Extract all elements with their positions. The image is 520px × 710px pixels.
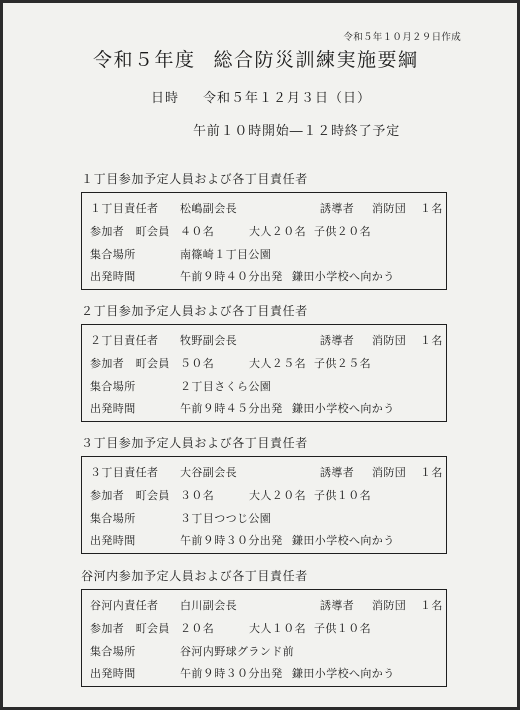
adults-count: 大人２５名 — [249, 357, 306, 370]
section-heading: ２丁目参加予定人員および各丁目責任者 — [81, 304, 308, 318]
children-count: 子供１０名 — [314, 489, 371, 502]
departure-label: 出発時間 — [90, 402, 136, 415]
guide-label: 誘導者 — [320, 202, 355, 215]
assembly-place: ２丁目さくら公園 — [180, 380, 272, 393]
guide-org: 消防団 — [372, 202, 407, 215]
participants-label: 参加者 町会員 — [90, 489, 170, 502]
event-time-range: 午前１０時開始―１２時終了予定 — [193, 124, 401, 139]
participants-label: 参加者 町会員 — [90, 357, 170, 370]
assembly-label: 集合場所 — [90, 645, 136, 658]
departure-row — [82, 403, 446, 417]
leader-name: 大谷副会長 — [180, 466, 237, 479]
leader-label: 谷河内責任者 — [90, 599, 159, 612]
assembly-row — [82, 646, 446, 660]
participants-label: 参加者 町会員 — [90, 622, 170, 635]
departure-label: 出発時間 — [90, 534, 136, 547]
guide-count: １名 — [420, 599, 443, 612]
leader-name: 牧野副会長 — [180, 334, 237, 347]
title-main: 総合防災訓練実施要綱 — [213, 49, 419, 71]
assembly-place: 谷河内野球グランド前 — [180, 645, 294, 658]
guide-org: 消防団 — [372, 599, 407, 612]
leader-row — [82, 203, 446, 217]
departure-row — [82, 271, 446, 285]
participants-total: ５０名 — [180, 357, 215, 370]
children-count: 子供２５名 — [314, 357, 371, 370]
district-info-box — [81, 324, 447, 422]
adults-count: 大人２０名 — [249, 489, 306, 502]
datetime-label: 日時 — [151, 91, 180, 106]
guide-count: １名 — [420, 466, 443, 479]
destination: 鎌田小学校へ向かう — [292, 402, 395, 415]
children-count: 子供１０名 — [314, 622, 371, 635]
document-title — [93, 51, 419, 70]
participants-row — [82, 623, 446, 637]
leader-label: ２丁目責任者 — [90, 334, 159, 347]
created-date: 令和５年１０月２９日作成 — [343, 32, 461, 43]
district-info-box — [81, 589, 447, 687]
section-heading: ３丁目参加予定人員および各丁目責任者 — [81, 436, 308, 450]
guide-label: 誘導者 — [320, 599, 355, 612]
departure-time: 午前９時４５分出発 — [180, 402, 283, 415]
section-heading: 谷河内参加予定人員および各丁目責任者 — [81, 569, 308, 583]
adults-count: 大人２０名 — [249, 225, 306, 238]
departure-label: 出発時間 — [90, 270, 136, 283]
participants-total: ２０名 — [180, 622, 215, 635]
departure-row — [82, 535, 446, 549]
guide-org: 消防団 — [372, 334, 407, 347]
guide-count: １名 — [420, 202, 443, 215]
leader-row — [82, 600, 446, 614]
participants-row — [82, 226, 446, 240]
participants-total: ３０名 — [180, 489, 215, 502]
assembly-row — [82, 249, 446, 263]
title-year: 令和５年度 — [93, 49, 196, 71]
section-heading: １丁目参加予定人員および各丁目責任者 — [81, 172, 308, 186]
participants-row — [82, 490, 446, 504]
guide-label: 誘導者 — [320, 334, 355, 347]
document-page — [3, 3, 517, 707]
leader-row — [82, 335, 446, 349]
guide-count: １名 — [420, 334, 443, 347]
participants-label: 参加者 町会員 — [90, 225, 170, 238]
assembly-place: ３丁目つつじ公園 — [180, 512, 272, 525]
children-count: 子供２０名 — [314, 225, 371, 238]
departure-time: 午前９時４０分出発 — [180, 270, 283, 283]
assembly-label: 集合場所 — [90, 380, 136, 393]
event-datetime — [151, 92, 371, 105]
departure-label: 出発時間 — [90, 667, 136, 680]
assembly-label: 集合場所 — [90, 248, 136, 261]
assembly-place: 南篠崎１丁目公園 — [180, 248, 272, 261]
assembly-row — [82, 513, 446, 527]
destination: 鎌田小学校へ向かう — [292, 270, 395, 283]
departure-time: 午前９時３０分出発 — [180, 667, 283, 680]
participants-total: ４０名 — [180, 225, 215, 238]
leader-row — [82, 467, 446, 481]
adults-count: 大人１０名 — [249, 622, 306, 635]
guide-org: 消防団 — [372, 466, 407, 479]
district-info-box — [81, 192, 447, 290]
destination: 鎌田小学校へ向かう — [292, 534, 395, 547]
assembly-label: 集合場所 — [90, 512, 136, 525]
leader-label: １丁目責任者 — [90, 202, 159, 215]
leader-name: 松嶋副会長 — [180, 202, 237, 215]
departure-time: 午前９時３０分出発 — [180, 534, 283, 547]
datetime-value: 令和５年１２月３日（日） — [203, 91, 372, 106]
district-info-box — [81, 456, 447, 554]
leader-name: 白川副会長 — [180, 599, 237, 612]
destination: 鎌田小学校へ向かう — [292, 667, 395, 680]
departure-row — [82, 668, 446, 682]
guide-label: 誘導者 — [320, 466, 355, 479]
assembly-row — [82, 381, 446, 395]
participants-row — [82, 358, 446, 372]
leader-label: ３丁目責任者 — [90, 466, 159, 479]
